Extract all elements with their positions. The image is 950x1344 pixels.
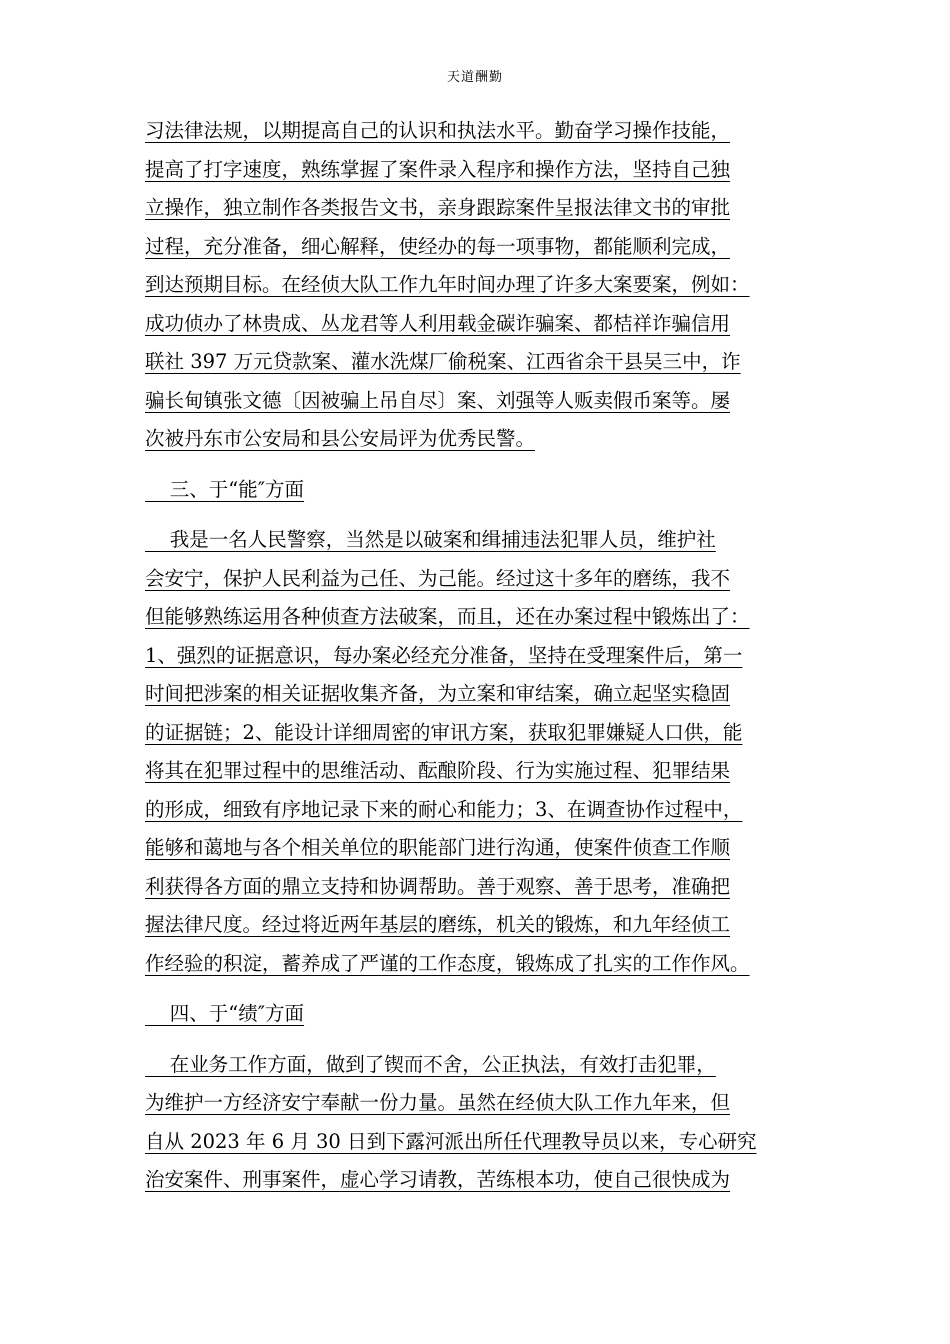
- text-line: [145, 521, 817, 560]
- text-line-content: 四、于“绩″方面: [145, 1002, 305, 1025]
- text-line: [145, 995, 817, 1034]
- text-line-content: 1、强烈的证据意识，每办案必经充分准备，坚持在受理案件后，第一: [145, 643, 743, 667]
- text-line-content: 能够和蔼地与各个相关单位的职能部门进行沟通，使案件侦查工作顺: [145, 836, 731, 859]
- text-line-content: 自从 2023 年 6 月 30 日到下露河派出所任代理教导员以来，专心研究: [145, 1129, 757, 1153]
- text-line: [145, 829, 817, 868]
- text-line-content: 联社 397 万元贷款案、灌水洗煤厂偷税案、江西省余干县吴三中，诈: [145, 350, 741, 373]
- text-line: [145, 420, 817, 459]
- text-line: [145, 382, 817, 421]
- section-heading: [145, 471, 817, 510]
- text-line-content: 作经验的积淀，蓄养成了严谨的工作态度，锻炼成了扎实的工作作风。: [145, 951, 750, 975]
- body-paragraph: [145, 1046, 817, 1200]
- text-line: [145, 637, 817, 676]
- text-line: [145, 752, 817, 791]
- text-line-content: 我是一名人民警察，当然是以破案和缉捕违法犯罪人员，维护社: [145, 528, 716, 551]
- paragraph-gap: [145, 509, 817, 521]
- text-line-content: 握法律尺度。经过将近两年基层的磨练，机关的锻炼，和九年经侦工: [145, 913, 731, 936]
- document-body: [145, 112, 817, 1200]
- text-line-content: 到达预期目标。在经侦大队工作九年时间办理了许多大案要案，例如：: [145, 273, 750, 296]
- text-line: [145, 189, 817, 228]
- text-line-content: 骗长甸镇张文德〔因被骗上吊自尽〕案、刘强等人贩卖假币案等。屡: [145, 388, 731, 412]
- text-line: [145, 1046, 817, 1085]
- text-line-content: 的形成，细致有序地记录下来的耐心和能力；3、在调查协作过程中，: [145, 797, 743, 821]
- body-paragraph: [145, 521, 817, 983]
- text-line-content: 利获得各方面的鼎立支持和协调帮助。善于观察、善于思考，准确把: [145, 874, 731, 898]
- text-line: [145, 1123, 817, 1162]
- page-header: 天道酬勤: [446, 70, 503, 85]
- text-line-content: 为维护一方经济安宁奉献一份力量。虽然在经侦大队工作九年来，但: [145, 1091, 731, 1114]
- text-line-content: 立操作，独立制作各类报告文书，亲身跟踪案件呈报法律文书的审批: [145, 196, 731, 219]
- text-line-content: 在业务工作方面，做到了锲而不舍，公正执法，有效打击犯罪，: [145, 1052, 716, 1076]
- paragraph-gap: [145, 1034, 817, 1046]
- text-line: [145, 112, 817, 151]
- text-line: [145, 305, 817, 344]
- text-line-content: 时间把涉案的相关证据收集齐备，为立案和审结案，确立起坚实稳固: [145, 682, 731, 705]
- text-line: [145, 228, 817, 267]
- paragraph-gap: [145, 459, 817, 471]
- text-line: [145, 791, 817, 830]
- text-line-content: 但能够熟练运用各种侦查方法破案，而且，还在办案过程中锻炼出了：: [145, 605, 750, 628]
- text-line-content: 治安案件、刑事案件，虚心学习请教，苦练根本功，使自己很快成为: [145, 1168, 731, 1191]
- text-line: [145, 471, 817, 510]
- text-line: [145, 906, 817, 945]
- text-line: [145, 151, 817, 190]
- text-line: [145, 714, 817, 753]
- text-line: [145, 1161, 817, 1200]
- text-line-content: 提高了打字速度，熟练掌握了案件录入程序和操作方法，坚持自己独: [145, 157, 731, 181]
- text-line: [145, 868, 817, 907]
- text-line: [145, 266, 817, 305]
- section-heading: [145, 995, 817, 1034]
- text-line: [145, 675, 817, 714]
- text-line: [145, 945, 817, 984]
- text-line-content: 成功侦办了林贵成、丛龙君等人利用载金碳诈骗案、都桔祥诈骗信用: [145, 311, 731, 335]
- body-paragraph: [145, 112, 817, 459]
- text-line-content: 将其在犯罪过程中的思维活动、酝酿阶段、行为实施过程、犯罪结果: [145, 759, 731, 782]
- text-line: [145, 343, 817, 382]
- paragraph-gap: [145, 983, 817, 995]
- text-line-content: 的证据链；2、能设计详细周密的审讯方案，获取犯罪嫌疑人口供，能: [145, 720, 743, 744]
- text-line-content: 习法律法规，以期提高自己的认识和执法水平。勤奋学习操作技能，: [145, 119, 731, 142]
- text-line-content: 次被丹东市公安局和县公安局评为优秀民警。: [145, 427, 536, 450]
- text-line: [145, 560, 817, 599]
- text-line-content: 过程，充分准备，细心解释，使经办的每一项事物，都能顺利完成，: [145, 234, 731, 258]
- text-line-content: 三、于“能″方面: [145, 477, 305, 501]
- text-line: [145, 1084, 817, 1123]
- text-line-content: 会安宁，保护人民利益为己任、为己能。经过这十多年的磨练，我不: [145, 566, 731, 590]
- text-line: [145, 598, 817, 637]
